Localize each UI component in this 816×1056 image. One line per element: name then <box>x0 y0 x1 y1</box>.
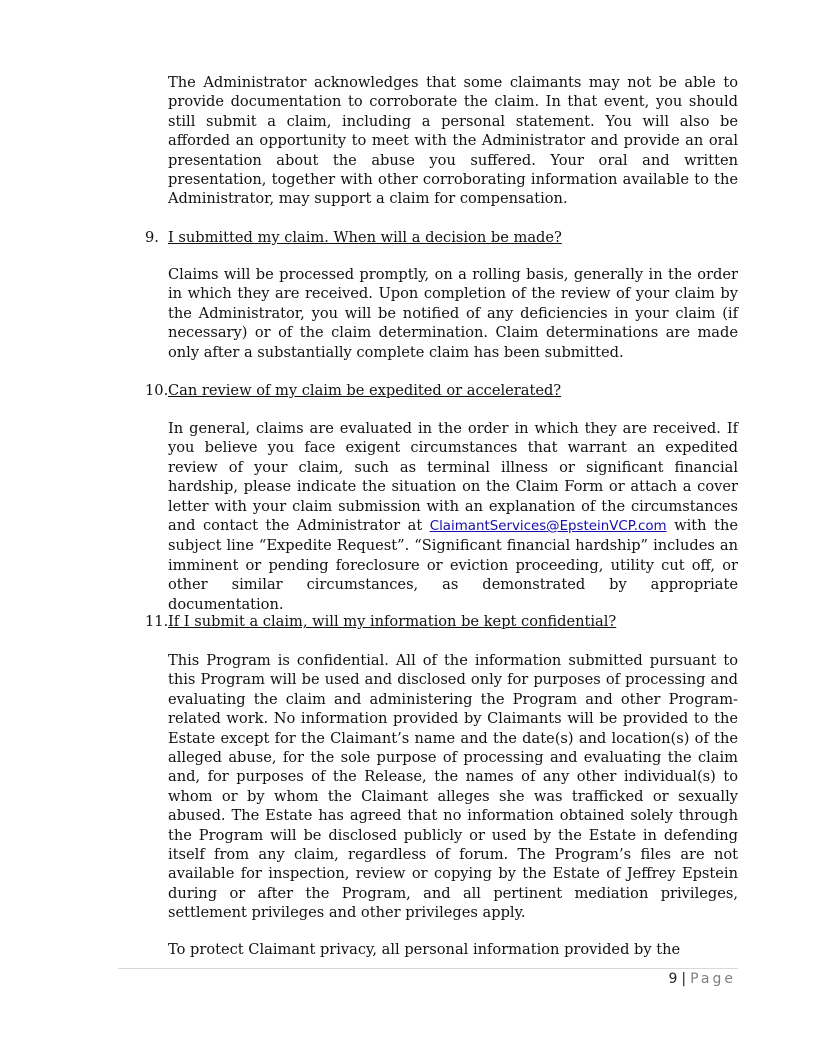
answer-11: This Program is confidential. All of the information submitted pursuant to this Program will be used and disclosed only for purposes of processing and evaluating the claim and administering the Program and other Program-related work. No information provided by Claimants will be provided to the Estate except for the Claimant’s name and the date(s) and location(s) of the alleged abuse, for the sole purpose of processing and evaluating the claim and, for purposes of the Release, the names of any other individual(s) to whom or by whom the Claimant alleges she was trafficked or sexually abused. The Estate has agreed that no information obtained solely through the Program will be disclosed publicly or used by the Estate in defending itself from any claim, regardless of forum. The Program’s files are not available for inspection, review or copying by the Estate of Jeffrey Epstein during or after the Program, and all pertinent mediation privileges, settlement privileges and other privileges apply. <box>168 652 738 922</box>
question-number: 11. <box>145 613 169 630</box>
answer-10 <box>168 419 738 614</box>
last-paragraph-start: To protect Claimant privacy, all personal information provided by the <box>168 941 681 958</box>
footer-separator: | <box>681 971 687 987</box>
page-number: 9 <box>668 971 678 987</box>
question-text: I submitted my claim. When will a decision be made? <box>168 229 562 246</box>
answer-10-text-after: with the subject line “Expedite Request”. “Significant financial hardship” includes an imminent or pending foreclosure or eviction proceeding, utility cut off, or other similar circumstances, as demonstrated by appropriate documentation. <box>168 517 738 613</box>
intro-paragraph: The Administrator acknowledges that some claimants may not be able to provide documentation to corroborate the claim. In that event, you should still submit a claim, including a personal statement. You will also be afforded an opportunity to meet with the Administrator and provide an oral presentation about the abuse you suffered. Your oral and written presentation, together with other corroborating information available to the Administrator, may support a claim for compensation. <box>168 74 738 208</box>
question-11 <box>145 612 745 631</box>
question-number: 9. <box>145 229 159 246</box>
page-footer <box>668 971 736 987</box>
footer-divider <box>118 968 738 969</box>
answer-10-text-before: In general, claims are evaluated in the order in which they are received. If you believe you face exigent circumstances that warrant an expedited review of your claim, such as terminal illness or significant financial hardship, please indicate the situation on the Claim Form or attach a cover letter with your claim submission with an explanation of the circumstances and contact the Administrator at <box>168 420 738 535</box>
question-10 <box>145 381 745 400</box>
question-text: Can review of my claim be expedited or accelerated? <box>168 382 562 399</box>
email-link[interactable]: ClaimantServices@EpsteinVCP.com <box>429 519 667 535</box>
question-number: 10. <box>145 382 169 399</box>
question-9 <box>145 228 745 247</box>
answer-9: Claims will be processed promptly, on a rolling basis, generally in the order in which they are received. Upon completion of the review of your claim by the Administrator, you will be notified of any deficiencies in your claim (if necessary) or of the claim determination. Claim determinations are made only after a substantially complete claim has been submitted. <box>168 266 738 361</box>
page-label: Page <box>690 971 736 987</box>
question-text: If I submit a claim, will my information be kept confidential? <box>168 613 617 630</box>
